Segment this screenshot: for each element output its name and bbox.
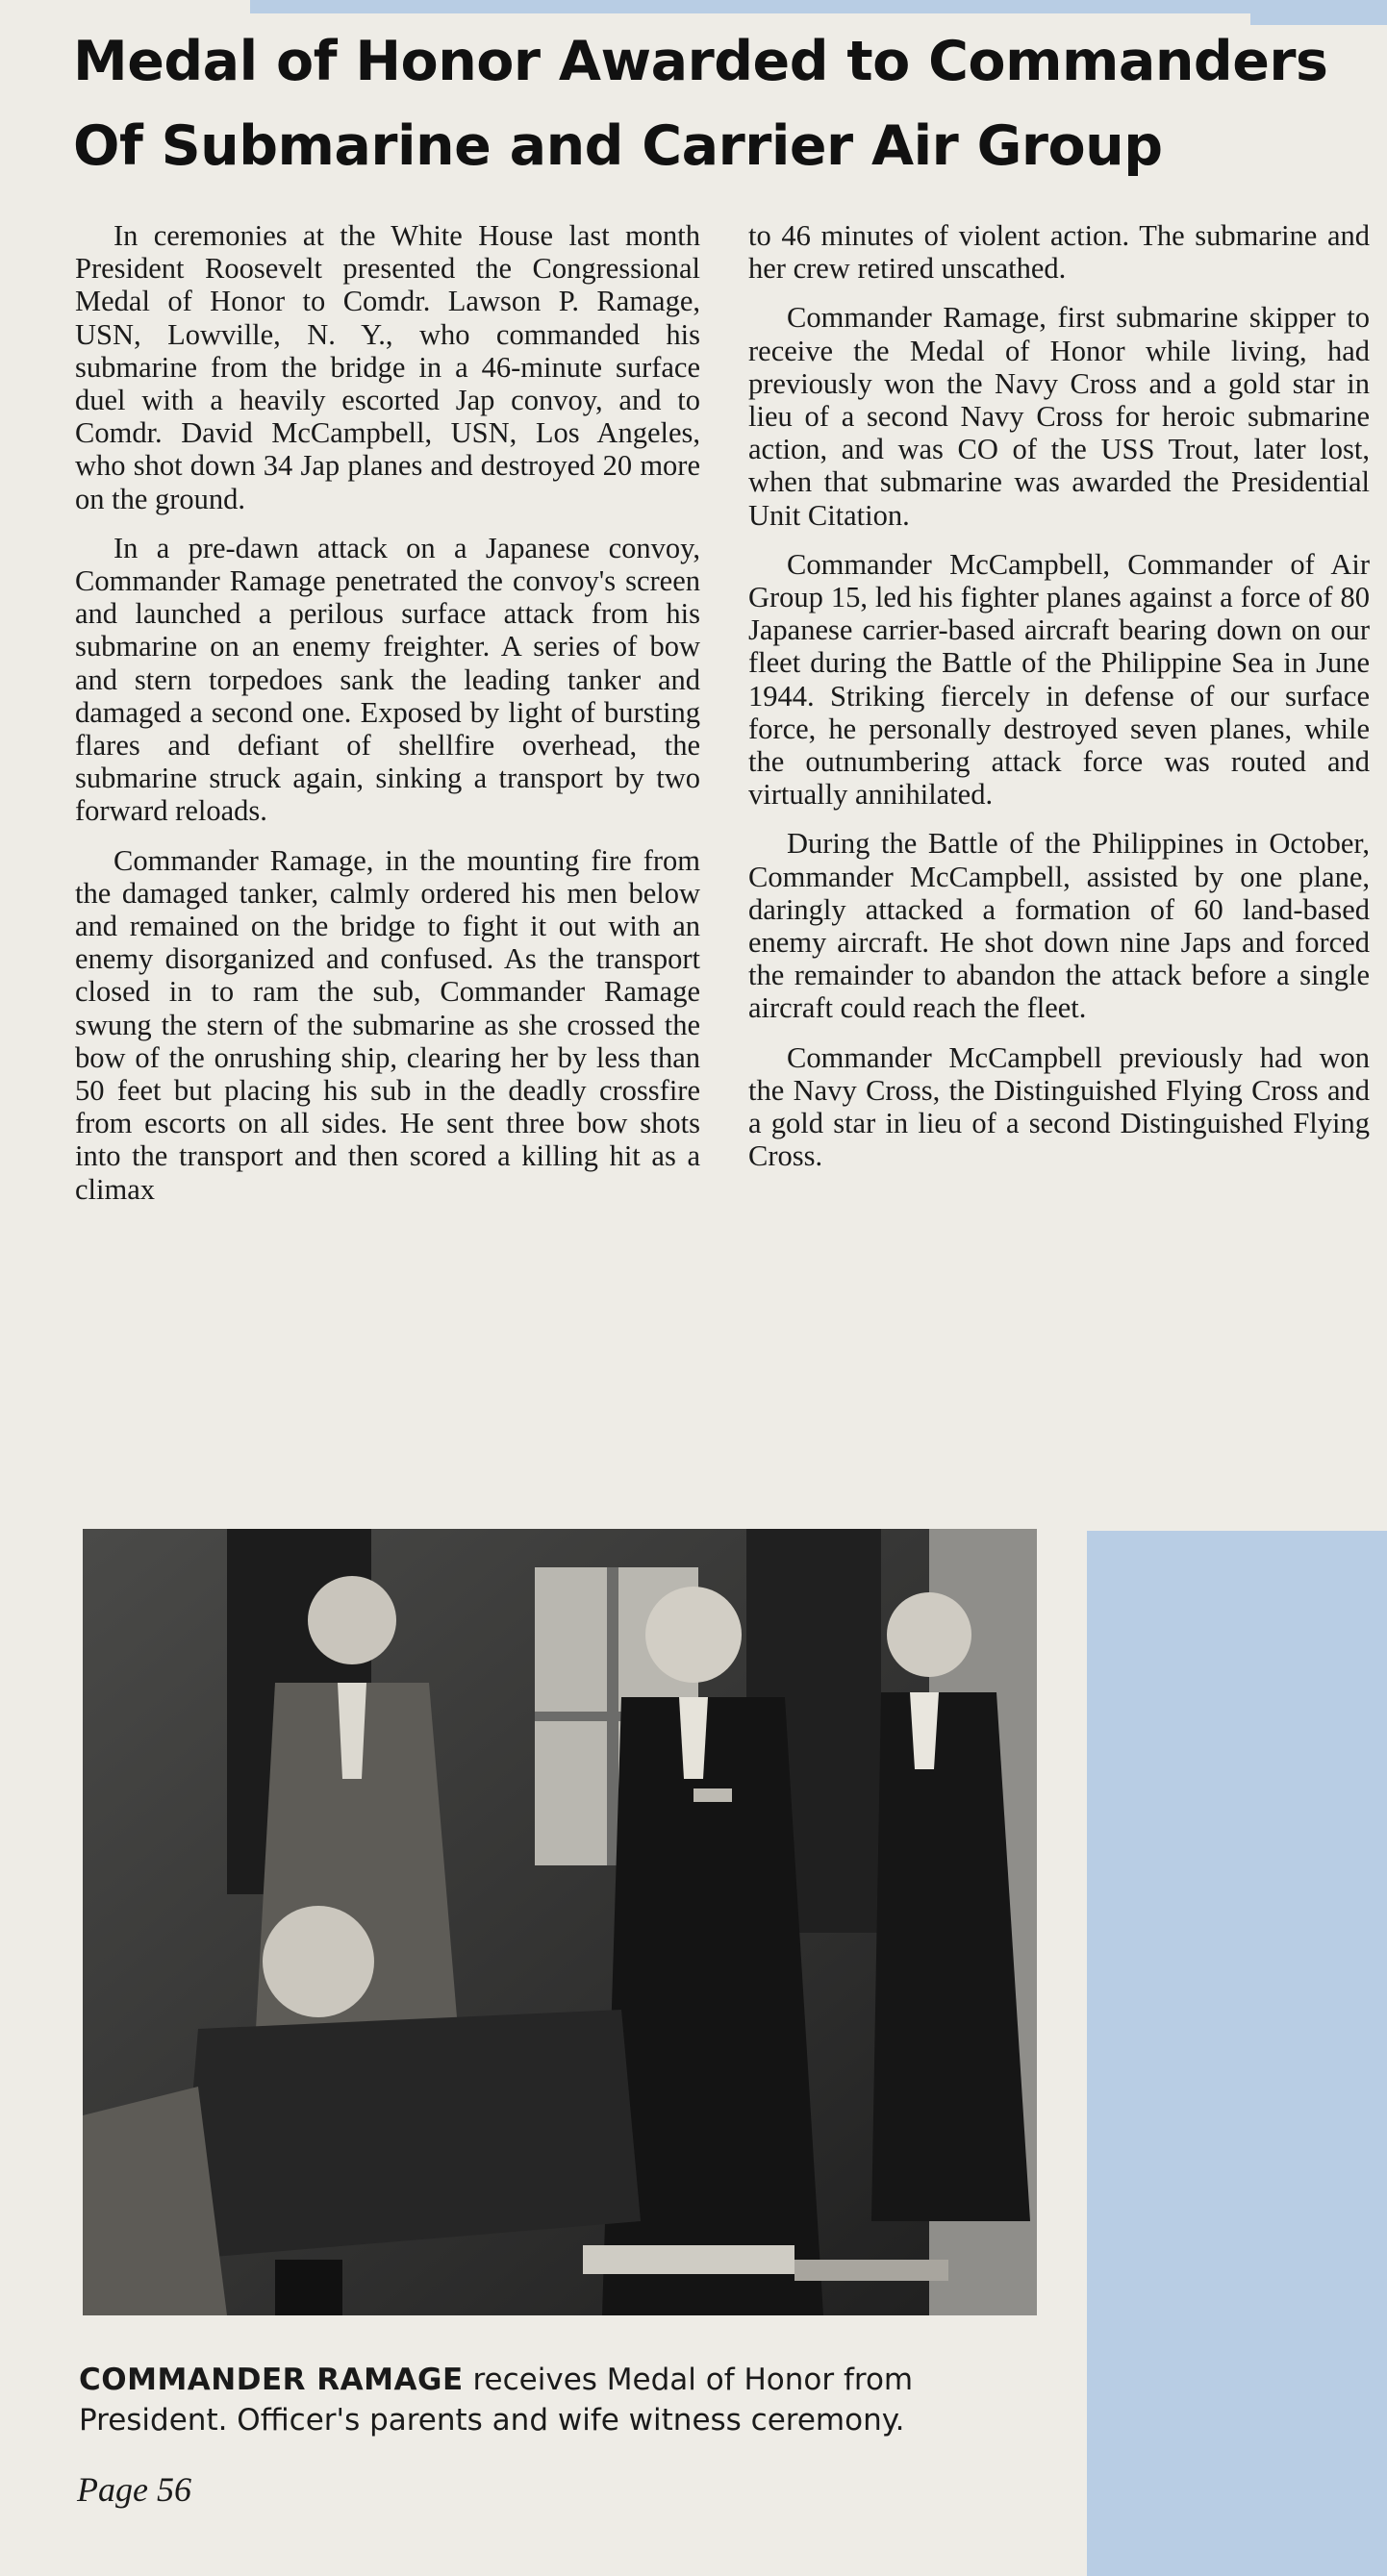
ceremony-photo-illustration (83, 1529, 1037, 2315)
photo-caption (79, 2360, 1060, 2440)
headline-line-1: Medal of Honor Awarded to Commanders (73, 30, 1328, 93)
torn-paper-edge (250, 0, 1387, 13)
article-paragraph-continued: to 46 minutes of violent action. The submarine and her crew retired unscathed. (748, 219, 1370, 286)
article-column-right (748, 219, 1370, 1188)
headline (73, 19, 1362, 188)
article-paragraph: Commander McCampbell, Commander of Air Group 15, led his fighter planes against a force of 80 Japanese carrier-based aircraft bearing down on our fleet during the Battle of the Philippine Sea in June 1944. Striking fiercely in defense of our surface force, he personally destroyed seven planes, while the outnumbering attack force was routed and virtually annihilated. (748, 547, 1370, 812)
article-paragraph: Commander Ramage, in the mounting fire from the damaged tanker, calmly ordered his men below and remained on the bridge to fight it out with an enemy disorganized and confused. As the transport closed in to ram the sub, Commander Ramage swung the stern of the submarine as she crossed the bow of the onrushing ship, clearing her by less than 50 feet but placing his sub in the deadly crossfire from escorts on all sides. He sent three bow shots into the transport and then scored a killing hit as a climax (75, 843, 700, 1206)
article-paragraph: In a pre-dawn attack on a Japanese convoy, Commander Ramage penetrated the convoy's screen and launched a perilous surface attack from his submarine on an enemy freighter. A series of bow and stern torpedoes sank the leading tanker and damaged a second one. Exposed by light of bursting flares and defiant of shellfire overhead, the submarine struck again, sinking a transport by two forward reloads. (75, 531, 700, 828)
headline-line-2: Of Submarine and Carrier Air Group (73, 114, 1163, 178)
caption-lead: COMMANDER RAMAGE (79, 2363, 464, 2397)
page-number: Page 56 (77, 2470, 191, 2509)
article-column-left (75, 219, 700, 1222)
article-paragraph: Commander McCampbell previously had won the Navy Cross, the Distinguished Flying Cross and a gold star in lieu of a second Distinguished Flying Cross. (748, 1040, 1370, 1173)
caption-text: receives Medal of Honor from President. Officer's parents and wife witness ceremony. (79, 2363, 914, 2438)
article-paragraph: During the Battle of the Philippines in October, Commander McCampbell, assisted by one plane, daringly attacked a formation of 60 land-based enemy aircraft. He shot down nine Japs and forced the remainder to abandon the attack before a single aircraft could reach the fleet. (748, 827, 1370, 1025)
article-paragraph: Commander Ramage, first submarine skipper to receive the Medal of Honor while living, had previously won the Navy Cross and a gold star in lieu of a second Navy Cross for heroic submarine action, and was CO of the USS Trout, later lost, when that submarine was awarded the Presidential Unit Citation. (748, 301, 1370, 532)
article-paragraph: In ceremonies at the White House last month President Roosevelt presented the Congressional Medal of Honor to Comdr. Lawson P. Ramage, USN, Lowville, N. Y., who commanded his submarine from the bridge in a 46-minute surface duel with a heavily escorted Jap convoy, and to Comdr. David McCampbell, USN, Los Angeles, who shot down 34 Jap planes and destroyed 20 more on the ground. (75, 219, 700, 515)
ceremony-photo (83, 1529, 1037, 2315)
